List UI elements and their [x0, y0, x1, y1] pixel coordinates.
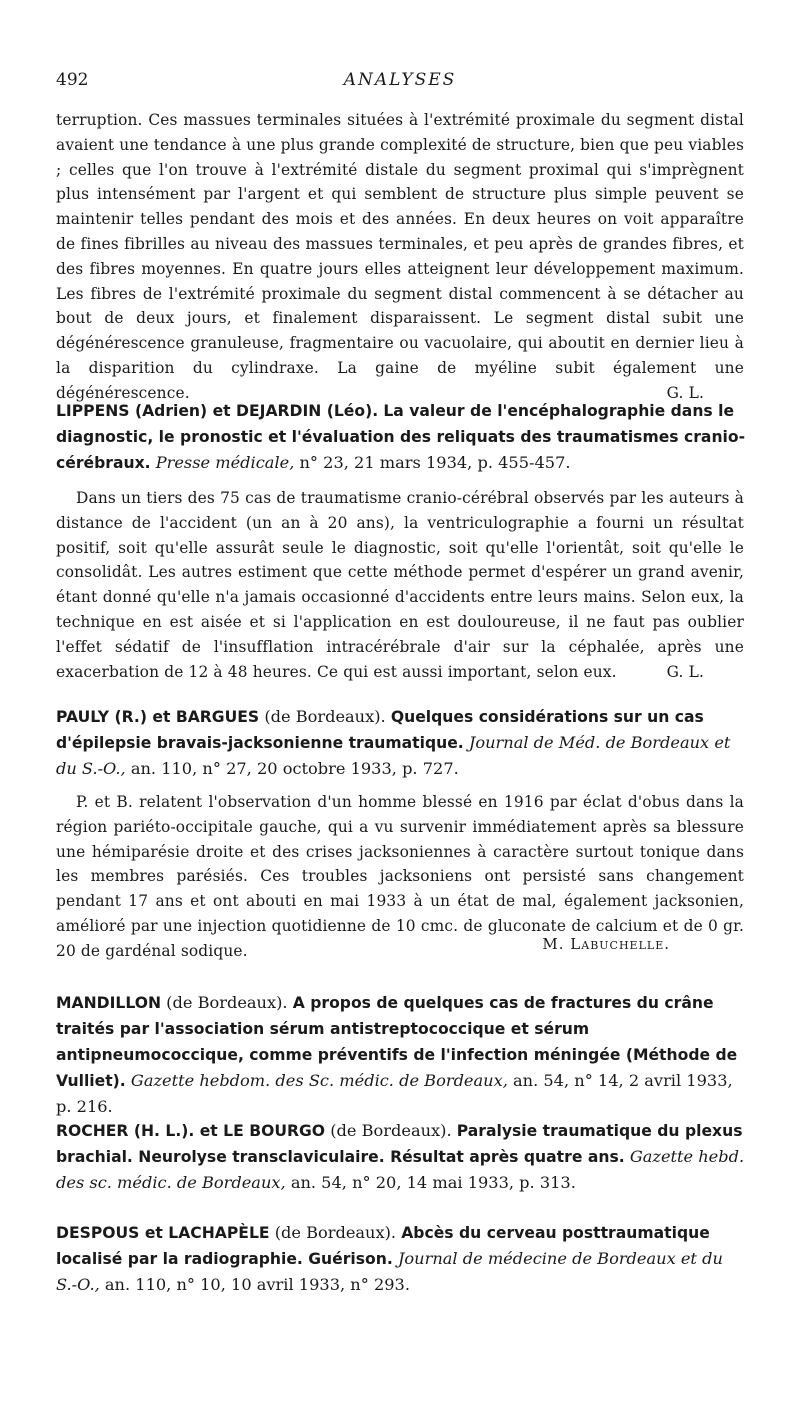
abstract-text: Dans un tiers des 75 cas de traumatisme cranio-cérébral observés par les auteurs à distance de l'accident (un an à 20 ans), la ventriculographie a fourni un résultat positif, soit qu'elle assurât seule le diagnostic, soit qu'elle l'orientât, soit qu'elle le consolidât. Les autres estiment que cette méthode permet d'espérer un grand avenir, étant donné qu'elle n'a jamais occasionné d'accidents entre leurs mains. Selon eux, la technique en est aisée et si l'application en est douloureuse, il ne faut pas oublier l'effet sédatif de l'insufflation intracérébrale d'air sur la céphalée, après une exacerbation de 12 à 48 heures. Ce qui est aussi important, selon eux. [56, 489, 744, 681]
entry-pauly [56, 704, 746, 782]
entry-authors: MANDILLON [56, 994, 162, 1012]
running-header [56, 70, 744, 94]
entry-title: A propos de quelques cas de fractures du crâne traités par l'association sérum antistreptococcique et sérum antipneumococcique, comme préventifs de l'infection méningée (Méthode de Vulliet). [56, 994, 738, 1090]
entry-authors: LIPPENS (Adrien) et DEJARDIN (Léo). [56, 402, 379, 420]
entry-lippens [56, 398, 746, 476]
page-number: 492 [56, 70, 89, 90]
entry-despous [56, 1220, 746, 1298]
entry-source: Gazette hebdom. des Sc. médic. de Bordeaux, [130, 1071, 508, 1090]
entry-authors: PAULY (R.) et BARGUES [56, 708, 260, 726]
abstract-text: P. et B. relatent l'observation d'un homme blessé en 1916 par éclat d'obus dans la région pariéto-occipitale gauche, qui a vu survenir immédiatement après sa blessure une hémiparésie droite et des crises jacksoniennes à caractère surtout tonique dans les membres parésiés. Ces troubles jacksoniens ont persisté sans changement pendant 17 ans et ont abouti en mai 1933 à un état de mal, également jacksonien, amélioré par une injection quotidienne de 10 cmc. de gluconate de calcium et de 0 gr. 20 de gardénal sodique. [56, 793, 744, 960]
entry-affiliation: (de Bordeaux). [274, 1223, 397, 1242]
entry-authors: DESPOUS et LACHAPÈLE [56, 1224, 270, 1242]
running-title: ANALYSES [343, 70, 457, 90]
entry-details: an. 54, n° 20, 14 mai 1933, p. 313. [290, 1173, 576, 1192]
abstract-signature: M. Labuchelle. [542, 935, 670, 953]
entry-details: an. 110, n° 10, 10 avril 1933, n° 293. [104, 1275, 410, 1294]
continuation-signature: G. L. [666, 383, 704, 402]
entry-details: n° 23, 21 mars 1934, p. 455-457. [299, 453, 571, 472]
entry-title: Abcès du cerveau posttraumatique localisé par la radiographie. Guérison. [56, 1224, 710, 1268]
entry-source: Gazette hebd. des sc. médic. de Bordeaux, [56, 1147, 745, 1192]
abstract-signature: G. L. [666, 662, 704, 681]
entry-title: Quelques considérations sur un cas d'épilepsie bravais-jacksonienne traumatique. [56, 708, 704, 752]
abstract-lippens [56, 486, 744, 684]
entry-affiliation: (de Bordeaux). [264, 707, 386, 726]
entry-rocher [56, 1118, 746, 1196]
entry-source: Journal de Méd. de Bordeaux et du S.-O., [56, 733, 731, 778]
entry-details: an. 110, n° 27, 20 octobre 1933, p. 727. [130, 759, 459, 778]
entry-affiliation: (de Bordeaux). [330, 1121, 452, 1140]
entry-source: Journal de médecine de Bordeaux et du S.-O., [56, 1249, 723, 1294]
entry-title: La valeur de l'encéphalographie dans le diagnostic, le pronostic et l'évaluation des reliquats des traumatismes cranio-cérébraux. [56, 402, 746, 472]
entry-mandillon [56, 990, 746, 1120]
entry-source: Presse médicale, [155, 453, 295, 472]
continuation-text: terruption. Ces massues terminales situées à l'extrémité proximale du segment distal avaient une tendance à une plus grande complexité de structure, bien que peu viables ; celles que l'on trouve à l'extrémité distale du segment proximal qui s'imprègnent plus intensément par l'argent et qui semblent de structure plus simple peuvent se maintenir telles pendant des mois et des années. En deux heures on voit apparaître de fines fibrilles au niveau des massues terminales, et peu après de grandes fibres, et des fibres moyennes. En quatre jours elles atteignent leur développement maximum. Les fibres de l'extrémité proximale du segment distal commencent à se détacher au bout de deux jours, et finalement disparaissent. Le segment distal subit une dégénérescence granuleuse, fragmentaire ou vacuolaire, qui aboutit en dernier lieu à la disparition du cylindraxe. La gaine de myéline subit également une dégénérescence. [56, 111, 744, 402]
entry-authors: ROCHER (H. L.). et LE BOURGO [56, 1122, 326, 1140]
entry-details: an. 54, n° 14, 2 avril 1933, p. 216. [56, 1071, 733, 1116]
continuation-paragraph [56, 108, 744, 406]
entry-title: Paralysie traumatique du plexus brachial. Neurolyse transclaviculaire. Résultat après quatre ans. [56, 1122, 743, 1166]
entry-affiliation: (de Bordeaux). [166, 993, 288, 1012]
